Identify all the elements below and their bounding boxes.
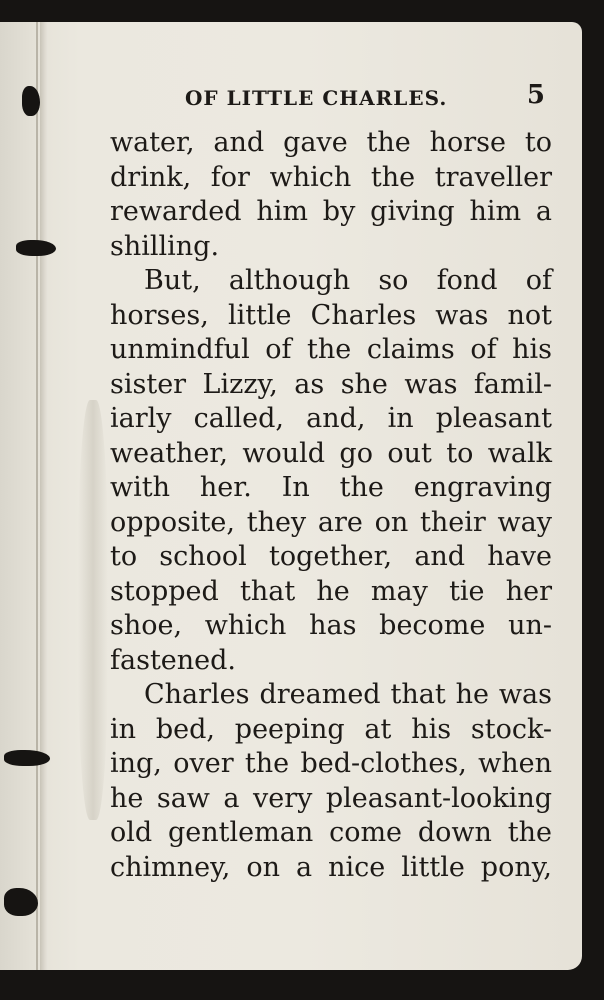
text-line: weather, would go out to walk (110, 437, 552, 469)
text-line: with her. In the engraving (110, 472, 552, 503)
body-text (110, 126, 552, 885)
page-header (185, 80, 550, 116)
text-line: unmindful of the claims of his (110, 334, 552, 365)
binding-hole (22, 86, 40, 116)
text-line: shilling. (110, 230, 220, 262)
text-line: in bed, peeping at his stock- (110, 713, 552, 745)
running-head: OF LITTLE CHARLES. (185, 86, 448, 110)
page-number: 5 (526, 80, 546, 110)
text-line: rewarded him by giving him a (110, 196, 552, 227)
text-line: stopped that he may tie her (110, 575, 552, 607)
text-line: old gentleman come down the (110, 817, 552, 848)
binding-hole (4, 888, 38, 916)
text-line: opposite, they are on their way (110, 506, 552, 538)
text-line: to school together, and have (110, 541, 552, 572)
text-line: fastened. (110, 644, 237, 676)
text-line: But, although so fond of (144, 265, 552, 296)
text-line: water, and gave the horse to (110, 127, 552, 158)
text-line: drink, for which the traveller (110, 161, 552, 193)
text-line: horses, little Charles was not (110, 299, 552, 331)
page-stain (78, 400, 108, 820)
text-line: chimney, on a nice little pony, (110, 851, 552, 883)
binding-hole (16, 240, 56, 256)
text-line: shoe, which has become un- (110, 610, 552, 641)
text-line: sister Lizzy, as she was famil- (110, 368, 552, 400)
text-line: iarly called, and, in pleasant (110, 403, 552, 434)
binding-hole (4, 750, 50, 766)
text-line: he saw a very pleasant-looking (110, 782, 552, 814)
text-line: ing, over the bed-clothes, when (110, 748, 552, 779)
page-fold (40, 22, 48, 970)
text-line: Charles dreamed that he was (144, 679, 552, 710)
binding-edge (36, 22, 38, 970)
